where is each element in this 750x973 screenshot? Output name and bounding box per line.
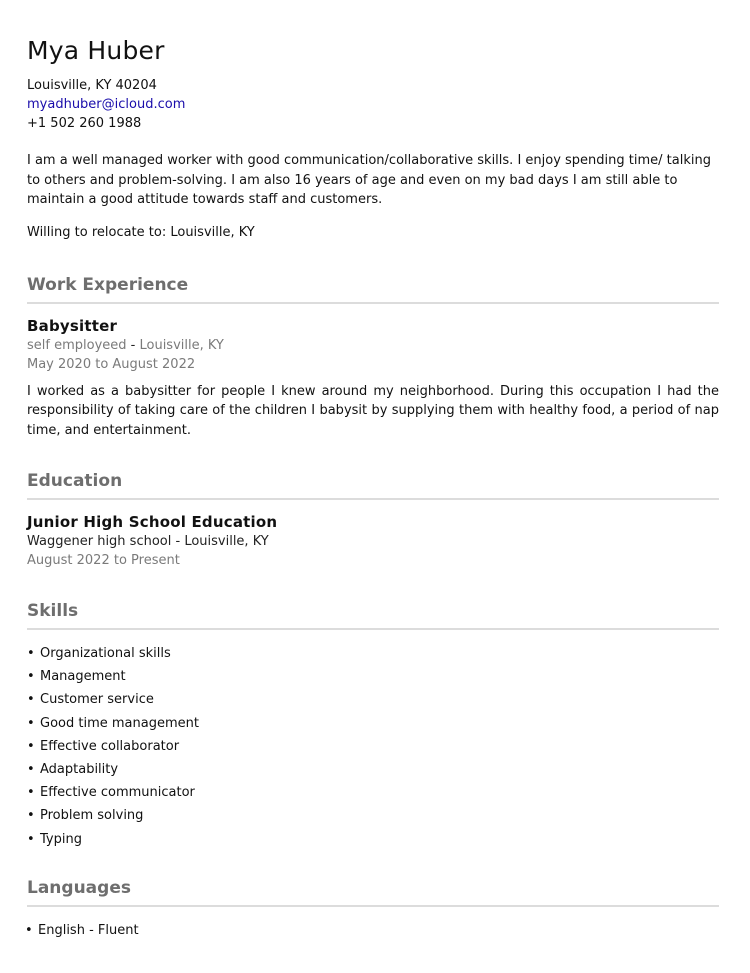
job-title: Babysitter: [27, 316, 118, 335]
skill-item: [27, 758, 719, 781]
skill-item: [27, 712, 719, 735]
address: Louisville, KY 40204: [27, 78, 157, 93]
bullet-icon: •: [27, 831, 35, 847]
bullet-icon: •: [27, 646, 35, 661]
bullet-icon: •: [27, 715, 35, 731]
job-description: I worked as a babysitter for people I knew around my neighborhood. During this occupation I had the responsibility of taking care of the children I babysit by supplying them with healthy food, a period of nap time, and entertainment.: [27, 383, 719, 438]
bullet-icon: •: [25, 922, 33, 938]
languages-list: [27, 921, 719, 940]
candidate-name: Mya Huber: [27, 36, 165, 65]
bullet-icon: •: [27, 785, 35, 801]
skill-item: [27, 828, 719, 851]
education-school: Waggener high school - Louisville, KY: [27, 534, 269, 549]
section-title-languages: Languages: [27, 877, 719, 907]
education-degree: Junior High School Education: [27, 513, 278, 531]
languages-section: [27, 877, 719, 940]
skill-item: [27, 781, 719, 804]
skill-label: Management: [40, 669, 126, 685]
language-label: English - Fluent: [38, 922, 139, 938]
skill-label: Problem solving: [40, 808, 144, 824]
skills-list: [27, 642, 719, 851]
bullet-icon: •: [27, 808, 35, 824]
work-experience-section: [27, 274, 719, 441]
job-dates: May 2020 to August 2022: [27, 356, 196, 372]
skill-label: Adaptability: [40, 762, 119, 778]
skill-item: [27, 804, 719, 827]
skill-item: [27, 665, 719, 688]
phone-number: +1 502 260 1988: [27, 116, 142, 131]
section-title-work-experience: Work Experience: [27, 274, 719, 304]
skill-label: Typing: [40, 831, 82, 847]
job-location: Louisville, KY: [139, 337, 224, 353]
skill-label: Organizational skills: [40, 646, 171, 661]
skill-label: Customer service: [40, 692, 154, 708]
resume-header: [27, 36, 719, 133]
skill-label: Effective communicator: [40, 785, 195, 801]
job-employer: self employeed: [27, 337, 127, 353]
summary-paragraph: I am a well managed worker with good communication/collaborative skills. I enjoy spending time/ talking to others and problem-solving. I am also 16 years of age and even on my bad days I am still able to maintain a good attitude towards staff and customers.: [27, 153, 711, 207]
relocate-note: Willing to relocate to: Louisville, KY: [27, 224, 255, 240]
skill-item: [27, 688, 719, 711]
section-title-skills: Skills: [27, 600, 719, 630]
education-section: [27, 470, 719, 570]
skill-label: Good time management: [40, 715, 199, 731]
skill-item: [27, 642, 719, 665]
education-dates: August 2022 to Present: [27, 553, 180, 568]
education-entry: [27, 512, 719, 570]
skills-section: [27, 600, 719, 851]
job-employer-line: [27, 336, 719, 355]
language-item: [27, 921, 719, 940]
skill-label: Effective collaborator: [40, 738, 180, 754]
bullet-icon: •: [27, 669, 35, 685]
email-link[interactable]: myadhuber@icloud.com: [27, 97, 186, 112]
section-title-education: Education: [27, 470, 719, 500]
bullet-icon: •: [27, 762, 35, 778]
bullet-icon: •: [27, 738, 35, 754]
job-entry: [27, 316, 719, 441]
bullet-icon: •: [27, 692, 35, 708]
skill-item: [27, 735, 719, 758]
job-separator: -: [126, 337, 140, 353]
